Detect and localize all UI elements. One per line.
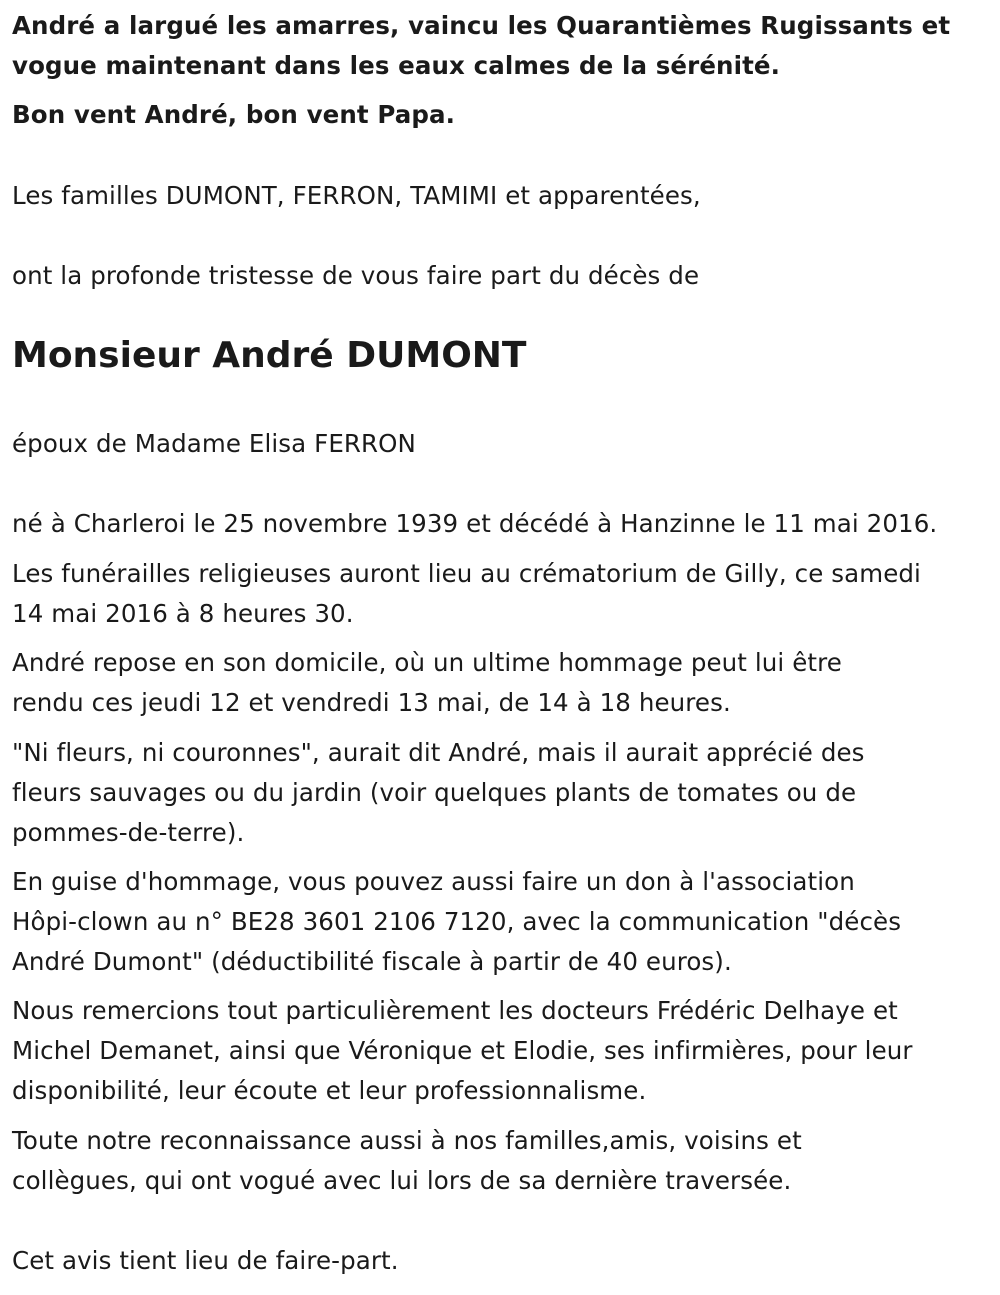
intro-block — [12, 6, 950, 86]
text-line: Nous remercions tout particulièrement les docteurs Frédéric Delhaye et — [12, 996, 898, 1025]
text-line: Les funérailles religieuses auront lieu au crématorium de Gilly, ce samedi — [12, 559, 921, 588]
families-line: Les familles DUMONT, FERRON, TAMIMI et apparentées, — [12, 181, 701, 210]
text-line: Hôpi-clown au n° BE28 3601 2106 7120, avec la communication "décès — [12, 907, 902, 936]
text-line: né à Charleroi le 25 novembre 1939 et décédé à Hanzinne le 11 mai 2016. — [12, 509, 938, 538]
funeral-paragraph — [12, 554, 921, 634]
text-line: 14 mai 2016 à 8 heures 30. — [12, 599, 354, 628]
text-line: fleurs sauvages ou du jardin (voir quelques plants de tomates ou de — [12, 778, 857, 807]
birth-death-paragraph — [12, 504, 937, 544]
gratitude-paragraph — [12, 1121, 802, 1201]
text-line: Michel Demanet, ainsi que Véronique et Elodie, ses infirmières, pour leur — [12, 1036, 913, 1065]
thanks-paragraph — [12, 991, 913, 1111]
closing-line: Cet avis tient lieu de faire-part. — [12, 1246, 399, 1275]
text-line: André repose en son domicile, où un ultime hommage peut lui être — [12, 648, 842, 677]
intro-line-1: André a largué les amarres, vaincu les Quarantièmes Rugissants et — [12, 11, 951, 40]
rest-paragraph — [12, 643, 842, 723]
text-line: Toute notre reconnaissance aussi à nos familles,amis, voisins et — [12, 1126, 802, 1155]
farewell-line: Bon vent André, bon vent Papa. — [12, 100, 456, 129]
flowers-paragraph — [12, 733, 865, 853]
intro-line-2: vogue maintenant dans les eaux calmes de la sérénité. — [12, 51, 781, 80]
spouse-line: époux de Madame Elisa FERRON — [12, 429, 416, 458]
text-line: pommes-de-terre). — [12, 818, 245, 847]
donation-paragraph — [12, 862, 901, 982]
text-line: "Ni fleurs, ni couronnes", aurait dit André, mais il aurait apprécié des — [12, 738, 865, 767]
text-line: disponibilité, leur écoute et leur professionnalisme. — [12, 1076, 647, 1105]
announcement-line: ont la profonde tristesse de vous faire part du décès de — [12, 261, 700, 290]
deceased-name: Monsieur André DUMONT — [12, 335, 527, 376]
text-line: rendu ces jeudi 12 et vendredi 13 mai, de 14 à 18 heures. — [12, 688, 731, 717]
text-line: André Dumont" (déductibilité fiscale à partir de 40 euros). — [12, 947, 732, 976]
text-line: En guise d'hommage, vous pouvez aussi faire un don à l'association — [12, 867, 855, 896]
text-line: collègues, qui ont vogué avec lui lors de sa dernière traversée. — [12, 1166, 792, 1195]
